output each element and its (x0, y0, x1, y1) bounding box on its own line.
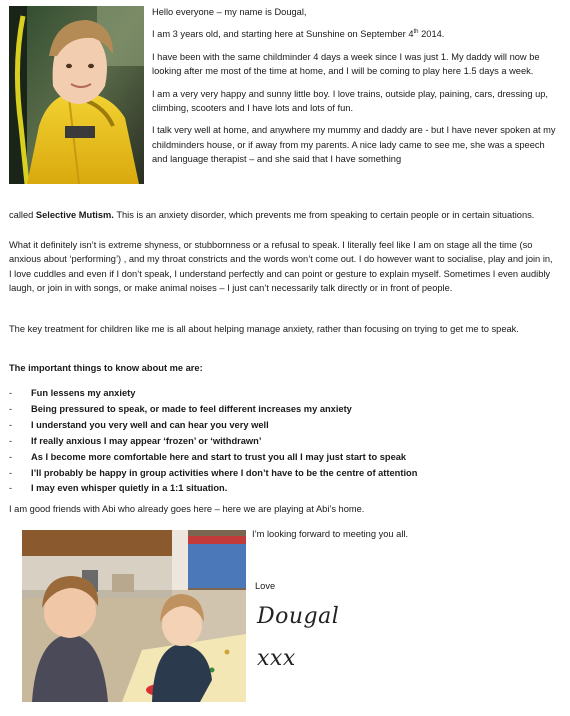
talk-paragraph: I talk very well at home, and anywhere my mummy and daddy are - but I have never spoken at my childminders house, or if away from my parents. A nice lady came to see me, she was a speech and language therapist – and she said that I have something (152, 125, 556, 165)
talk-continued: called (9, 210, 36, 220)
photo-boy-raincoat (9, 6, 144, 184)
list-item (9, 450, 557, 464)
not-shyness-paragraph: What it definitely isn’t is extreme shyness, or stubbornness or a refusal to speak. I literally feel like I am on stage all the time (so anxious about ‘performing’) , and my throat constricts and the words won’t come out. I do however want to socialise, play and join in, I love cuddles and even if I don’t speak, I understand perfectly and can point or gesture to explain myself. Sometimes I even audibly laugh, or join in with songs, or make animal noises – I just can’t necessarily talk directly or in front of people. (9, 240, 553, 294)
list-item-text: I may even whisper quietly in a 1:1 situation. (31, 483, 228, 494)
sign-off: Love (255, 581, 276, 591)
list-item (9, 481, 557, 495)
list-item-text: I understand you very well and can hear you very well (31, 419, 269, 430)
photo-children-kitchen-image (22, 530, 246, 702)
greeting: Hello everyone – my name is Dougal, (152, 7, 307, 17)
list-marker: - (9, 467, 13, 478)
treatment-paragraph: The key treatment for children like me is all about helping manage anxiety, rather than focusing on trying to get me to speak. (9, 324, 519, 334)
list-item-text: I’ll probably be happy in group activities where I don’t have to be the centre of attention (31, 467, 418, 478)
list-marker: - (9, 403, 13, 414)
list-item-text: Being pressured to speak, or made to feel different increases my anxiety (31, 403, 352, 414)
important-list (9, 386, 557, 497)
signature-kisses: xxx (257, 646, 296, 671)
list-marker: - (9, 435, 13, 446)
list-item-text: If really anxious I may appear ‘frozen’ or ‘withdrawn’ (31, 435, 262, 446)
list-item (9, 386, 557, 400)
photo-boy-raincoat-image (9, 6, 144, 184)
age-line-year: 2014. (418, 29, 445, 40)
list-item-text: As I become more comfortable here and start to trust you all I may just start to speak (31, 451, 407, 462)
signature-name: Dougal (257, 604, 340, 629)
list-item-text: Fun lessens my anxiety (31, 388, 136, 398)
childminder-paragraph: I have been with the same childminder 4 days a week since I was just 1. My daddy will now be looking after me most of the time at home, and I will be coming to play here 1.5 days a week. (152, 51, 540, 77)
list-marker: - (9, 451, 13, 462)
selective-mutism-paragraph (9, 208, 557, 222)
looking-forward-text: I’m looking forward to meeting you all. (252, 529, 409, 539)
list-item (9, 466, 557, 480)
list-item (9, 402, 557, 416)
important-heading: The important things to know about me are: (9, 363, 203, 373)
list-item (9, 434, 557, 448)
list-marker: - (9, 483, 13, 494)
list-item (9, 418, 557, 432)
talk-continued-end: This is an anxiety disorder, which prevents me from speaking to certain people or in certain situations. (113, 210, 535, 220)
age-line (152, 27, 562, 41)
list-marker: - (9, 419, 13, 430)
intro-block (152, 5, 562, 167)
age-line-text: I am 3 years old, and starting here at Sunshine on September 4 (152, 29, 414, 40)
list-marker: - (9, 388, 13, 398)
selective-mutism-term: Selective Mutism. (35, 210, 114, 220)
friends-paragraph: I am good friends with Abi who already goes here – here we are playing at Abi’s home. (9, 504, 365, 514)
age-line-superscript: th (413, 29, 419, 36)
happy-paragraph: I am a very very happy and sunny little boy. I love trains, outside play, paining, cars, dressing up, climbing, scooters and I have lots and lots of fun. (152, 88, 549, 114)
photo-children-kitchen (22, 530, 246, 702)
